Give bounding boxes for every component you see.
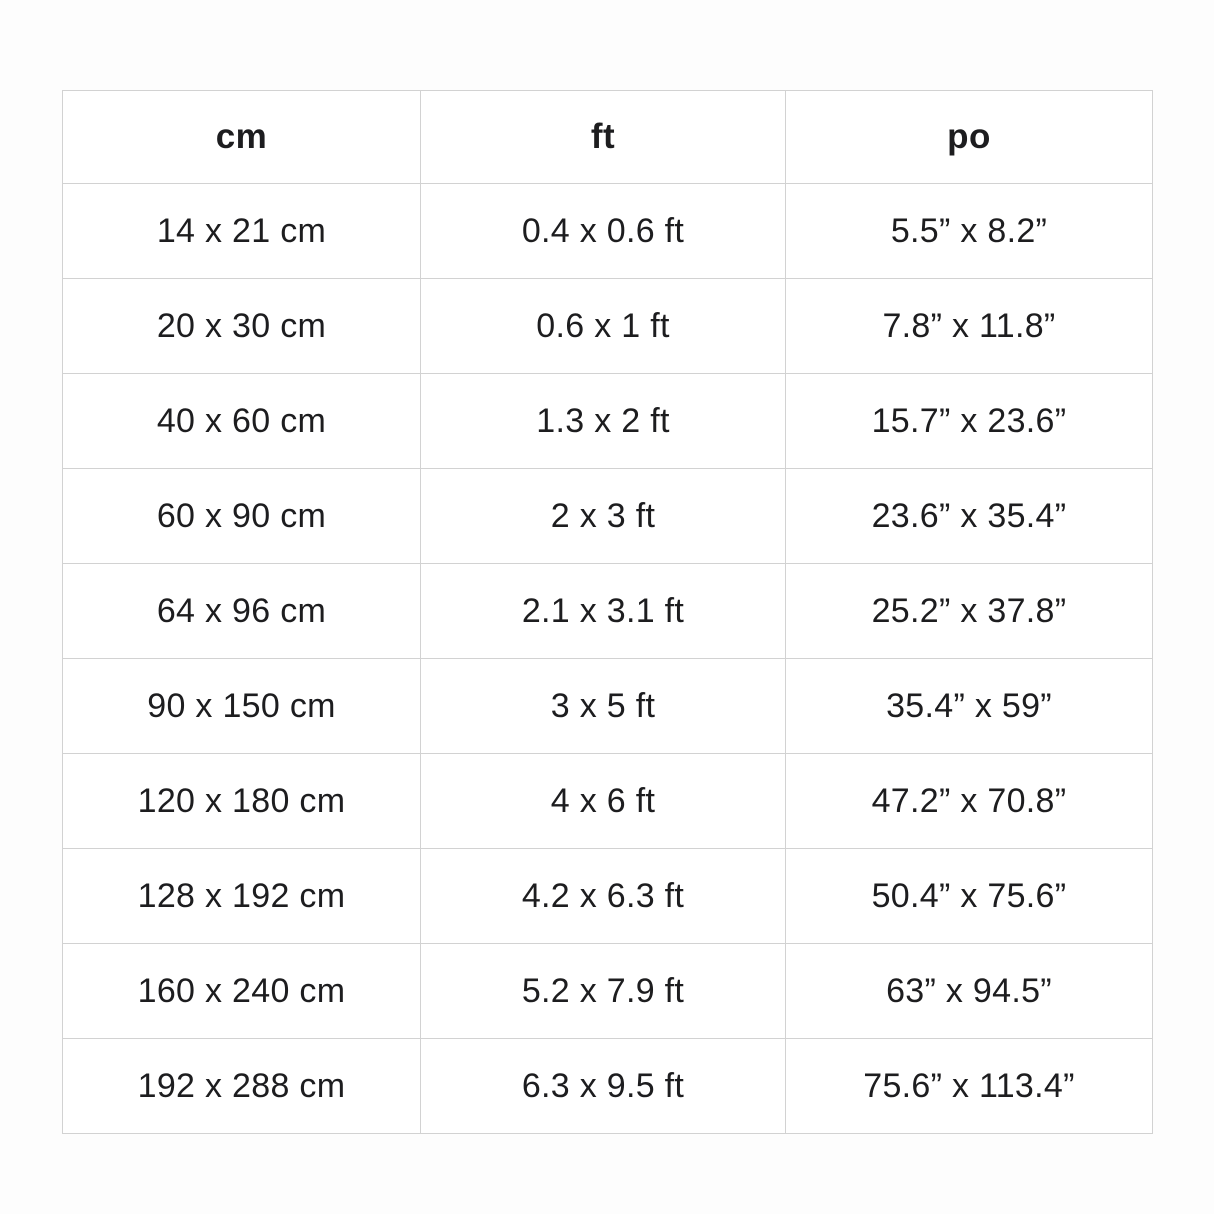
cell-po: 7.8” x 11.8”	[786, 279, 1153, 374]
cell-ft: 3 x 5 ft	[421, 659, 786, 754]
cell-ft: 5.2 x 7.9 ft	[421, 944, 786, 1039]
column-header-po: po	[786, 91, 1153, 184]
cell-cm: 160 x 240 cm	[63, 944, 421, 1039]
cell-po: 15.7” x 23.6”	[786, 374, 1153, 469]
table-header	[63, 91, 1153, 184]
cell-po: 5.5” x 8.2”	[786, 184, 1153, 279]
table-row	[63, 1039, 1153, 1134]
cell-cm: 20 x 30 cm	[63, 279, 421, 374]
table-row	[63, 469, 1153, 564]
table-body	[63, 184, 1153, 1134]
size-conversion-table	[62, 90, 1153, 1134]
cell-po: 35.4” x 59”	[786, 659, 1153, 754]
cell-cm: 90 x 150 cm	[63, 659, 421, 754]
cell-po: 25.2” x 37.8”	[786, 564, 1153, 659]
column-header-cm: cm	[63, 91, 421, 184]
table-row	[63, 279, 1153, 374]
table-header-row	[63, 91, 1153, 184]
cell-ft: 2.1 x 3.1 ft	[421, 564, 786, 659]
column-header-ft: ft	[421, 91, 786, 184]
cell-ft: 4 x 6 ft	[421, 754, 786, 849]
cell-ft: 4.2 x 6.3 ft	[421, 849, 786, 944]
cell-po: 23.6” x 35.4”	[786, 469, 1153, 564]
table-row	[63, 564, 1153, 659]
cell-cm: 64 x 96 cm	[63, 564, 421, 659]
size-conversion-table-wrapper	[62, 90, 1152, 1134]
cell-ft: 1.3 x 2 ft	[421, 374, 786, 469]
cell-po: 63” x 94.5”	[786, 944, 1153, 1039]
table-row	[63, 944, 1153, 1039]
table-row	[63, 374, 1153, 469]
cell-cm: 14 x 21 cm	[63, 184, 421, 279]
cell-cm: 60 x 90 cm	[63, 469, 421, 564]
cell-po: 50.4” x 75.6”	[786, 849, 1153, 944]
cell-cm: 40 x 60 cm	[63, 374, 421, 469]
cell-po: 75.6” x 113.4”	[786, 1039, 1153, 1134]
cell-ft: 6.3 x 9.5 ft	[421, 1039, 786, 1134]
cell-ft: 2 x 3 ft	[421, 469, 786, 564]
table-row	[63, 184, 1153, 279]
cell-cm: 128 x 192 cm	[63, 849, 421, 944]
cell-cm: 192 x 288 cm	[63, 1039, 421, 1134]
cell-po: 47.2” x 70.8”	[786, 754, 1153, 849]
table-row	[63, 659, 1153, 754]
cell-cm: 120 x 180 cm	[63, 754, 421, 849]
table-row	[63, 754, 1153, 849]
cell-ft: 0.4 x 0.6 ft	[421, 184, 786, 279]
cell-ft: 0.6 x 1 ft	[421, 279, 786, 374]
table-row	[63, 849, 1153, 944]
